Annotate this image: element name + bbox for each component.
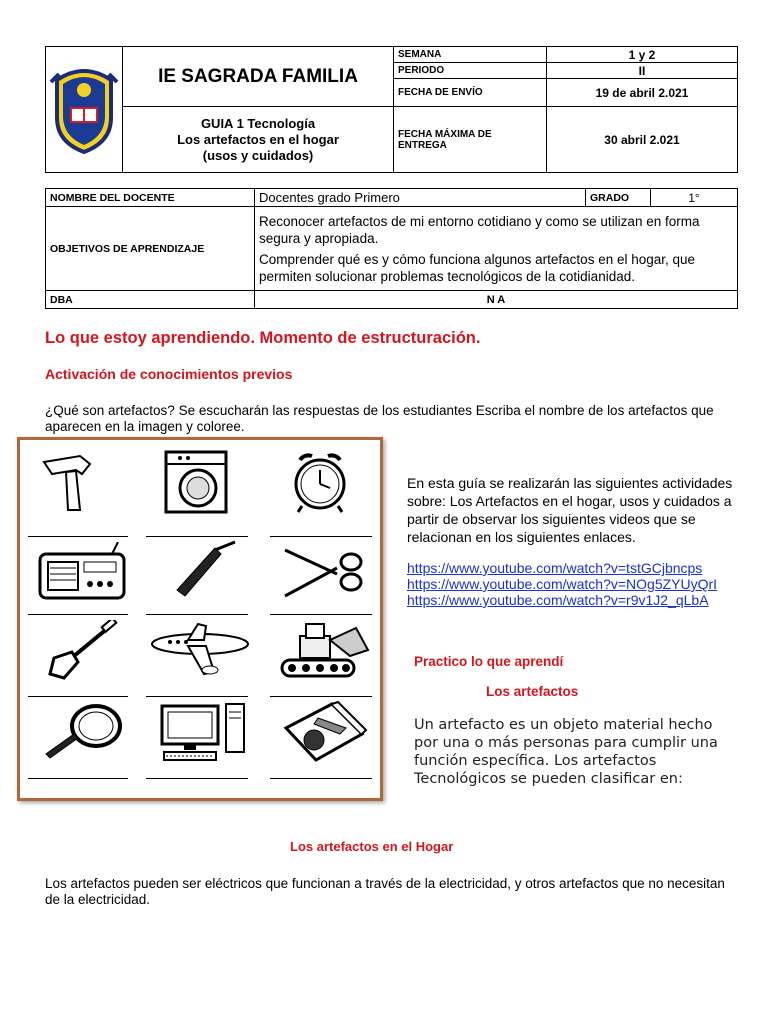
shovel-icon [34,620,134,682]
artefactos-title: Los artefactos [486,684,579,699]
grado-label: GRADO [586,189,651,207]
bulldozer-icon [270,620,370,682]
dba-value: N A [255,291,738,309]
objetivo-2: Comprender qué es y cómo funciona algunos artefactos en el hogar, que permiten solucionar problemas tecnológicos de la cotidianidad. [259,251,696,284]
guide-intro: En esta guía se realizarán las siguientes actividades sobre: Los Artefactos en el hogar, usos y cuidados a partir de observar los siguientes videos que se relacionan en los siguientes enlaces. [407,475,733,545]
dba-label: DBA [46,291,255,309]
hogar-text: Los artefactos pueden ser eléctricos que funcionan a través de la electricidad, y otros artefactos que no necesitan de la electricidad. [45,876,725,907]
periodo-label: PERIODO [394,63,547,79]
video-link-2[interactable]: https://www.youtube.com/watch?v=NOg5ZYUyQrI [407,576,718,592]
question-text: ¿Qué son artefactos? Se escucharán las respuestas de los estudiantes Escriba el nombre de los artefactos que aparecen en la imagen y coloree. [45,403,714,434]
guide-line-3: (usos y cuidados) [202,147,314,163]
school-logo [46,47,123,173]
alarm-clock-icon [272,446,372,508]
docente-value: Docentes grado Primero [255,189,586,207]
semana-label: SEMANA [394,47,547,63]
entrega-label: FECHA MÁXIMA DE ENTREGA [394,107,547,173]
video-links [407,560,752,608]
hammer-icon [30,452,130,514]
objetivos-label: OBJETIVOS DE APRENDIZAJE [46,207,255,291]
video-link-1[interactable]: https://www.youtube.com/watch?v=tstGCjbncps [407,560,703,576]
section-title: Lo que estoy aprendiendo. Momento de estructuración. [45,329,481,347]
washing-machine-icon [150,446,250,508]
video-link-3[interactable]: https://www.youtube.com/watch?v=r9v1J2_qLbA [407,592,709,608]
activation-title: Activación de conocimientos previos [45,366,293,382]
objetivo-1: Reconocer artefactos de mi entorno cotidiano y como se utilizan en forma segura y apropiada. [259,213,700,246]
grado-value: 1° [651,189,738,207]
school-name: IE SAGRADA FAMILIA [123,47,394,107]
radio-icon [32,542,132,604]
hogar-title: Los artefactos en el Hogar [290,839,454,854]
pencil-sharpener-icon [276,698,376,760]
envio-label: FECHA DE ENVÍO [394,79,547,107]
airplane-icon [148,620,248,682]
computer-icon [152,702,252,764]
screwdriver-icon [155,540,255,602]
definition-text: Un artefacto es un objeto material hecho por una o más personas para cumplir una función específica. Los artefactos Tecnológicos se pueden clasificar en: [414,717,718,787]
frying-pan-icon [34,702,134,764]
info-table [45,188,738,309]
guide-title [123,107,394,173]
periodo-value: II [547,63,738,79]
shield-crest-icon [49,60,119,156]
scissors-icon [275,540,375,602]
envio-value: 19 de abril 2.021 [547,79,738,107]
semana-value: 1 y 2 [547,47,738,63]
entrega-value: 30 abril 2.021 [547,107,738,173]
guide-line-2: Los artefactos en el hogar [177,131,339,147]
guide-line-1: GUIA 1 Tecnología [200,115,316,131]
docente-label: NOMBRE DEL DOCENTE [46,189,255,207]
header-table [45,46,738,173]
artefacts-image [17,437,383,801]
objetivos-value [255,207,738,291]
practico-title: Practico lo que aprendí [414,654,564,669]
